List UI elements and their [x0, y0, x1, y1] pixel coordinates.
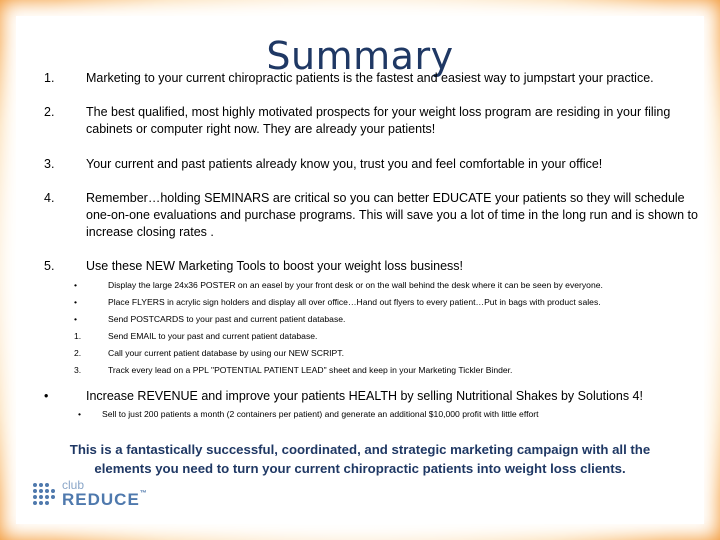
tool-text: Display the large 24x36 POSTER on an easel by your front desk or on the wall behind the desk where it can be seen by everyone. [108, 280, 603, 290]
list-item [44, 104, 704, 138]
tool-item [74, 277, 714, 294]
tool-text: Send POSTCARDS to your past and current patient database. [108, 314, 346, 324]
dots-logo-icon [32, 482, 58, 508]
list-item [44, 156, 704, 173]
tool-item [74, 345, 714, 362]
tool-text: Call your current patient database by using our NEW SCRIPT. [108, 348, 344, 358]
tool-text: Track every lead on a PPL "POTENTIAL PATIENT LEAD" sheet and keep in your Marketing Tickler Binder. [108, 365, 513, 375]
list-text: Your current and past patients already know you, trust you and feel comfortable in your office! [86, 157, 603, 171]
tool-item [74, 311, 714, 328]
tool-marker: • [78, 409, 82, 419]
tool-marker: 3. [74, 365, 82, 375]
list-marker: 2. [44, 105, 55, 119]
tool-marker: • [74, 314, 78, 324]
list-marker: 4. [44, 191, 55, 205]
list-item [44, 388, 704, 405]
tool-item [74, 328, 714, 345]
tool-marker: 1. [74, 331, 82, 341]
tool-text: Send EMAIL to your past and current patient database. [108, 331, 318, 341]
logo-club-text: club [62, 478, 85, 492]
list-item [44, 258, 704, 275]
logo-reduce-text [62, 490, 148, 510]
page-title: Summary [266, 34, 454, 78]
list-text: Remember…holding SEMINARS are critical so you can better EDUCATE your patients so they will schedule one-on-one evaluations and purchase programs. This will save you a lot of time in the long run and is shown to increase closing rates . [86, 191, 698, 239]
tool-marker: 2. [74, 348, 82, 358]
list-item [44, 70, 704, 87]
list-text: The best qualified, most highly motivated prospects for your weight loss program are residing in your filing cabinets or computer right now. They are already your patients! [86, 105, 671, 136]
list-text: Marketing to your current chiropractic patients is the fastest and easiest way to jumpstart your practice. [86, 71, 654, 85]
list-text: Increase REVENUE and improve your patients HEALTH by selling Nutritional Shakes by Solutions 4! [86, 389, 643, 403]
tool-marker: • [74, 280, 78, 290]
list-marker: 1. [44, 71, 55, 85]
list-marker: 3. [44, 157, 55, 171]
tool-text: Sell to just 200 patients a month (2 containers per patient) and generate an additional $10,000 profit with little effort [102, 409, 539, 419]
tool-item [74, 294, 714, 311]
list-marker: • [44, 389, 49, 403]
tool-text: Place FLYERS in acrylic sign holders and display all over office…Hand out flyers to every patient…Put in bags with product sales. [108, 297, 601, 307]
logo-trademark: ™ [139, 490, 148, 497]
list-text: Use these NEW Marketing Tools to boost your weight loss business! [86, 259, 464, 273]
tool-item [74, 362, 714, 379]
list-item [44, 190, 704, 241]
logo-reduce-word: REDUCE [62, 490, 140, 509]
closing-statement: This is a fantastically successful, coordinated, and strategic marketing campaign with all the elements you need to turn your current chiropractic patients into weight loss clients. [69, 442, 651, 476]
tool-marker: • [74, 297, 78, 307]
list-marker: 5. [44, 259, 55, 273]
club-reduce-logo [32, 478, 162, 512]
revenue-sub-item [78, 406, 718, 423]
